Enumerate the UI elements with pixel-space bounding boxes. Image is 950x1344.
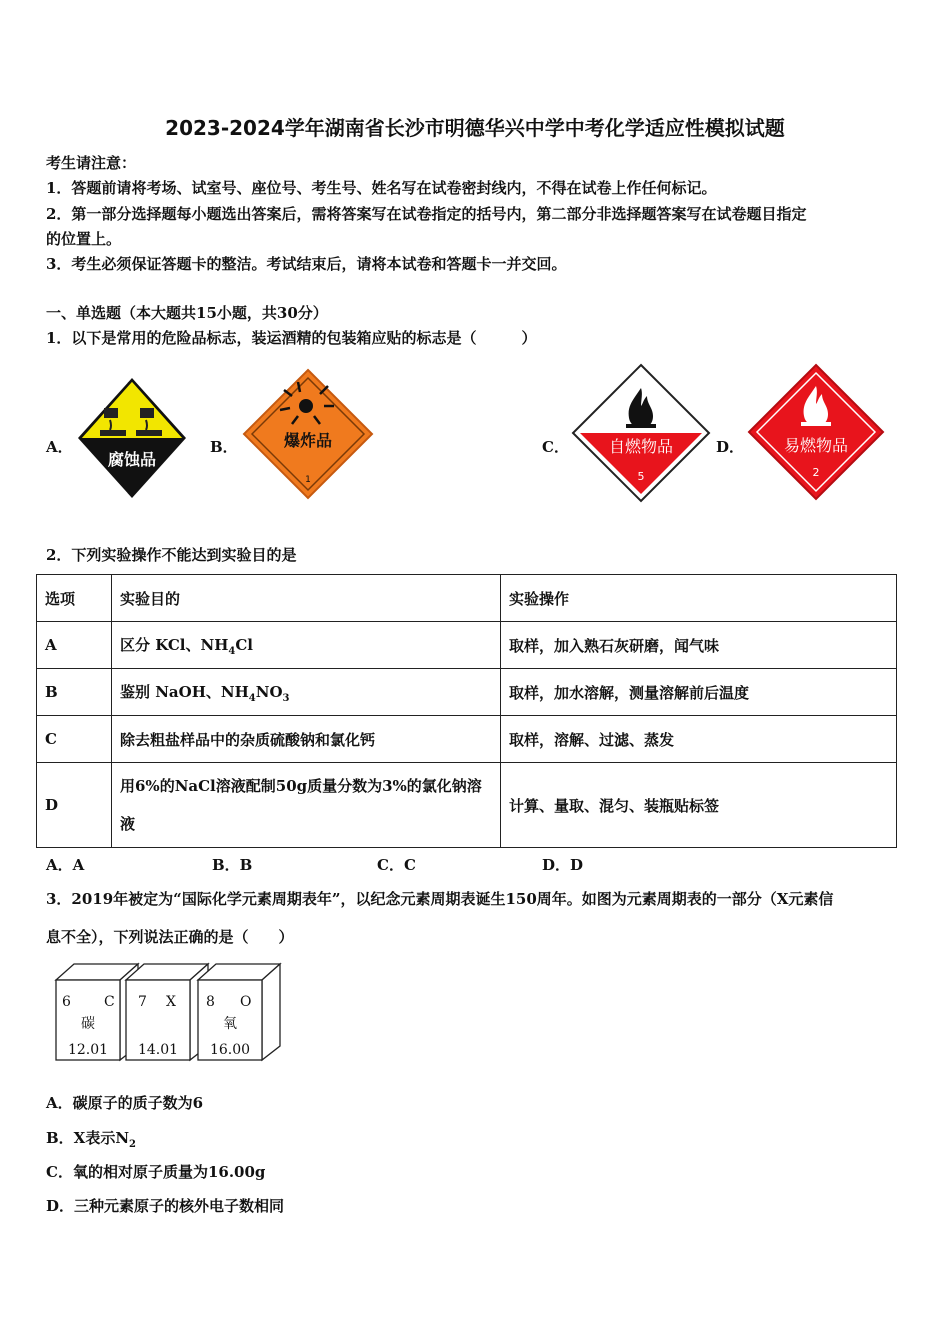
q3-option-b[interactable]: B．X表示$N_2$ [46, 1129, 136, 1150]
explosive-sign-number: 1 [305, 475, 311, 485]
row-goal: 鉴别 NaOH、$NH_4NO_3$ [112, 669, 501, 716]
element-symbol: X [166, 994, 176, 1010]
spontaneous-combustion-sign-text: 自燃物品 [608, 437, 674, 456]
row-option: C [37, 716, 112, 763]
element-name: 碳 [81, 1016, 95, 1032]
explosive-sign-icon [240, 366, 376, 502]
q1-option-d-label[interactable]: D． [716, 438, 745, 456]
element-mass: 12.01 [67, 1042, 109, 1058]
q1-stem: 1．以下是常用的危险品标志，装运酒精的包装箱应贴的标志是（ ） [46, 329, 537, 347]
q1-option-b-label[interactable]: B． [210, 438, 238, 456]
element-cell-x [126, 964, 208, 1060]
q3-stem-line2: 息不全），下列说法正确的是（ ） [46, 928, 294, 946]
q2-answer-a[interactable]: A．A [46, 856, 85, 874]
element-number: 8 [206, 994, 215, 1010]
row-operation: 取样，加入熟石灰研磨，闻气味 [501, 622, 897, 669]
corrosive-sign-text: 腐蚀品 [107, 450, 157, 469]
q1-option-a-label[interactable]: A． [46, 438, 73, 456]
table-row [37, 716, 897, 763]
spontaneous-combustion-sign-number: 5 [637, 470, 645, 483]
header-operation: 实验操作 [501, 575, 897, 622]
row-goal: 用6%的NaCl溶液配制50g质量分数为3%的氯化钠溶液 [112, 763, 501, 848]
notice-item-2-cont: 的位置上。 [46, 230, 122, 248]
row-operation: 计算、量取、混匀、装瓶贴标签 [501, 763, 897, 848]
element-symbol: O [240, 994, 252, 1010]
explosive-sign-text: 爆炸品 [283, 431, 333, 450]
q3-option-d[interactable]: D．三种元素原子的核外电子数相同 [46, 1197, 285, 1215]
element-name: 氧 [223, 1016, 237, 1032]
row-option: D [37, 763, 112, 848]
element-number: 7 [138, 994, 147, 1010]
notice-item-2: 2．第一部分选择题每小题选出答案后，需将答案写在试卷指定的括号内，第二部分非选择题答案写在试卷题目指定 [46, 205, 807, 223]
flammable-sign-text: 易燃物品 [783, 436, 849, 455]
flammable-sign-number: 2 [812, 466, 820, 479]
table-row [37, 669, 897, 716]
table-row [37, 622, 897, 669]
q3-option-a[interactable]: A．碳原子的质子数为6 [46, 1094, 204, 1112]
notice-item-1: 1．答题前请将考场、试室号、座位号、考生号、姓名写在试卷密封线内，不得在试卷上作任何标记。 [46, 179, 717, 197]
q3-option-c[interactable]: C．氧的相对原子质量为16.00g [46, 1163, 266, 1181]
flammable-sign-icon [746, 362, 886, 502]
corrosive-sign-icon [74, 374, 190, 502]
q2-answer-b[interactable]: B．B [212, 856, 253, 874]
row-operation: 取样，加水溶解，测量溶解前后温度 [501, 669, 897, 716]
element-symbol: C [104, 994, 115, 1010]
notice-item-3: 3．考生必须保证答题卡的整洁。考试结束后，请将本试卷和答题卡一并交回。 [46, 255, 567, 273]
page-title: 2023-2024学年湖南省长沙市明德华兴中学中考化学适应性模拟试题 [165, 116, 785, 140]
q3-stem-line1: 3．2019年被定为“国际化学元素周期表年”，以纪念元素周期表诞生150周年。如图为元素周期表的一部分（X元素信 [46, 890, 834, 908]
element-number: 6 [62, 994, 71, 1010]
periodic-table-fragment [50, 960, 288, 1064]
element-mass: 16.00 [209, 1042, 251, 1058]
table-header-row [37, 575, 897, 622]
element-mass: 14.01 [137, 1042, 179, 1058]
row-goal: 除去粗盐样品中的杂质硫酸钠和氯化钙 [112, 716, 501, 763]
row-option: A [37, 622, 112, 669]
header-option: 选项 [37, 575, 112, 622]
spontaneous-combustion-sign-icon [570, 362, 712, 504]
row-operation: 取样，溶解、过滤、蒸发 [501, 716, 897, 763]
section-heading: 一、单选题（本大题共15小题，共30分） [46, 304, 328, 322]
header-goal: 实验目的 [112, 575, 501, 622]
q2-table [36, 574, 897, 848]
q2-answer-c[interactable]: C．C [377, 856, 416, 874]
row-goal: 区分 KCl、$NH_4Cl$ [112, 622, 501, 669]
row-option: B [37, 669, 112, 716]
table-row [37, 763, 897, 848]
q2-answer-d[interactable]: D．D [542, 856, 584, 874]
notice-heading: 考生请注意： [46, 154, 137, 172]
q2-stem: 2．下列实验操作不能达到实验目的是 [46, 546, 297, 564]
q1-option-c-label[interactable]: C． [542, 438, 569, 456]
element-cell-oxygen [198, 964, 280, 1060]
